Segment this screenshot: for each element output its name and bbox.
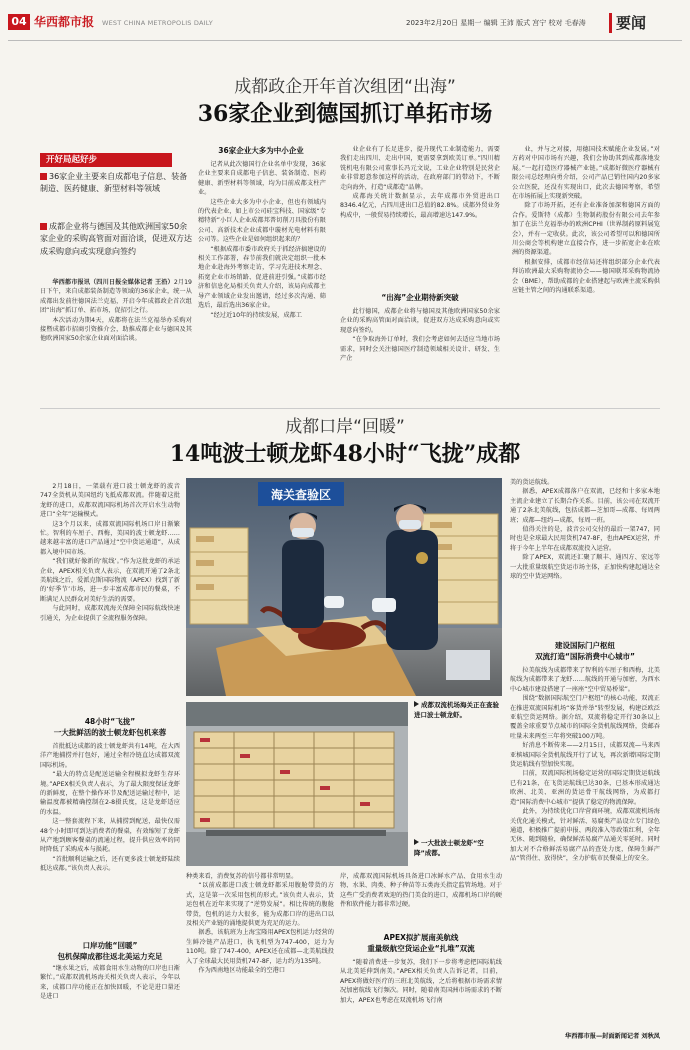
dateline: 2023年2月20日 星期一 编辑 王沛 版式 宫宁 校对 毛春涛	[406, 19, 586, 27]
caption-arrow-icon	[414, 701, 419, 707]
story2-column-c: 岸，成都双流国际机场具备进口冰鲜水产品、食用水生动物、水果、肉类、种子种苗等五类海关指定监管场地。对于这些广受消费者欢迎的热门美食的进口，成都机场口岸的硬件和软件能力都非常过硬。	[340, 873, 502, 909]
column-name: 要闻	[616, 14, 647, 32]
reporter-credit: 华西都市报—封面新闻记者 刘秋凤	[565, 1033, 660, 1040]
story1-column-3: 业企业有了长足进步，提升现代工业制造能力，需要我们走出四川、走出中国，更需要拿到欧美订单。”四川精铣机电有限公司董事长冯元文说，工业企业特别是民营企业非常愿意参加这样的活动，在政府部门的带动下，不断走向海外，打造“成都造”品牌。 成都海关统计数据显示，去年成都市外贸进出口8346.4亿元，占四川进出口总值的82.8%。成都外贸业务构成中，一般贸易持续增长，最高增速达147.9%。	[340, 146, 500, 219]
story2-kicker: 成都口岸“回暖”	[285, 417, 405, 437]
story1-column-2: 记者从此次德国行企业名单中发现，36家企业主要来自成都电子信息、装备制造、医药健康、新型材料等领域，均为目前成都支柱产业。 这些企业大多为中小企业，但也有领域内的代表企业，如上市公司硅宝科技、国家级“专精特新”小巨人企业成都邦普切削刀具股份有限公司、高新技术企业成都中璇材光电材料有限公司等。这些企业是如何组织起来的？ “根据成都市委市政府关于抓经济搞建设的相关工作部署，春节前我们就决定组织一批本地企业赴海外考察走访，学习先进技术理念、拓宽企业市场销路、促进前进引强。”成都市经济和信息化局相关负责人介绍，该局向成都主导产业领域企业发出邀请，经过多次沟通、筛选后，最后选出36家企业。 “经过近10年的持续发展，成都工	[198, 161, 326, 319]
story1-kicker: 成都政企开年首次组团“出海”	[234, 77, 456, 97]
story1-column-4: 业，并与之对接，用德国技术赋能企业发展。”对方药对中国市场有兴趣，我们会协助其到成都落地发展。”一起打造医疗器械产业链。”成都好微医疗器械有限公司总经理向勇介绍，公司产品已销往国内20多家公立医院，还没有实现出口，此次去德国考察，希望在市场拓展上实现新突破。 除了市场开拓，还有企业准备加深和德国方面的合作。爱斯特（成都）生物制药股份有限公司去年参加了在法兰克福举办的欧洲CPHI（世界制药原料展览会），并有一定收获。此次，该公司希望可以和德国所川公商会等机构建立直接合作，进一步拓宽企业在欧洲的资源渠道。 根据安排，成都市经信局还将组织部分企业代表拜访欧洲最大采购物流协会——德国联邦采购物流协会（BME），帮助成都的企业搭建起与欧洲主流采购供应链主管之间的沟通联系渠道。	[512, 146, 660, 295]
masthead-english: WEST CHINA METROPOLIS DAILY	[102, 19, 213, 27]
story1-headline: 36家企业到德国抓订单拓市场	[197, 101, 493, 127]
story2-column-c2: “随着消费进一步复苏，我们下一步将考虑把国际航线从北美延伸到南美。”APEX相关负责人告诉记者，目前，APEX将做好医疗的三班北美航线，之后将根据市场需求情况加密航线飞行频次。同时，随着南美国洲市场需求的不断加大，APEX也考虑在双流机场飞行南	[340, 959, 502, 1004]
story2-column-a: 2月18日，一架载有进口波士顿龙虾的波音747全货机从美国纽约飞抵成都双流。伴随着这批龙虾的进口，成都双流国际机场首次开启水生动物进口“全年”运输模式。 这3个月以来，成都双流国际机场口岸日渐繁忙。智利的车厘子、西梅，美国的波士顿龙虾……越来越丰富的进口产品通过“空中货运通道”，从成都入境中国市场。 “我们就好像新的‘航线’。”作为这批龙虾的承运企业，APEX相关负责人表示，在双流开通了2条北美航线之后，爱派克斯国际物流（APEX）找到了新的‘好季节’市场，进一步丰富成都市民的餐桌，不断满足人民群众对美好生活的需要。 与此同时，成都双流海关保障全国际航线快速引通关，为企业提供了全流程服务保障。	[40, 483, 180, 622]
header-rule	[8, 40, 682, 41]
story2-subhead-d: 建设国际门户枢纽 双流打造“国际消费中心城市”	[535, 641, 635, 661]
lobster-crates-photo	[186, 702, 408, 866]
column-marker	[609, 13, 612, 33]
story2-headline: 14吨波士顿龙虾48小时“飞拢”成都	[169, 441, 521, 467]
story2-column-d: 美的货运航线。 据悉，APEX成都落户在双流，已经和十多家本地主流企业建立了长期合作关系。目前，该公司在双流开通了2条北美航线，包括成都—芝加哥—成都、每周两班；成都—纽约—成都，每周一班。 值得关注的是，波音公司交付的最后一架747，同时也是全球最大民用货机747-8F，也由APEX运营，并将于今年上半年在成都双流投入运营。 除了APEX，双流还汇聚了顺丰、通四方、宏远等一大批重量级航空货运市场主体，正加快构建起通达全球的空中货运网络。	[510, 479, 660, 581]
photo-caption-2: 一大批波士顿龙虾“空降”成都。	[414, 839, 484, 857]
story1-subhead-2: “出海”企业期待新突破	[381, 293, 459, 302]
bullet-square-icon	[40, 173, 47, 180]
story2-subhead-a1: 48小时“飞拢” 一大批鲜活的波士顿龙虾包机来蓉	[53, 717, 167, 737]
byline: 华西都市报讯（四川日报全媒体记者 王沿）	[52, 279, 174, 286]
masthead: 华西都市报	[34, 15, 95, 29]
story1-column-3b: 此行德国，成都企业将与德国及其他欧洲国家50余家企业的采购高管面对面洽谈，促进双方达成采购意向或实现意向签约。 “在争取海外订单时，我们会考虑如何去适应当地市场需求，同时会关注德国医疗制造领域相关设计、研发、生产企	[340, 308, 500, 363]
story2-subhead-a2: 口岸功能“回暖” 包机保障成都往返北美运力充足	[57, 941, 163, 961]
story1-subhead-1: 36家企业大多为中小企业	[218, 146, 304, 155]
lobster-inspection-illustration	[186, 478, 502, 696]
page-number: 04	[8, 14, 30, 30]
story2-column-b: 种类来看，消费复苏的信号都非常明显。 “以前成都进口波士顿龙虾都采用腹舱带货的方式，这是第一次采用包机的形式。”该负责人表示，货运包机在近年来实现了“逆势发展”。相比传统的腹舱带货，包机的运力大很多，能为成都口岸的进出口以及相关产业链的涌地提供更为充足的运力。 据悉，该航班为上海宝隆用APEX包机运力经营的生鲜冷链产品进口，执飞机型为747-400，运力为110吨。除了747-400，APEX还在成都—北美航线投入了全球最大民用货机747-8F，运力约为135吨。 作为西南地区功能最全的空港口	[186, 873, 334, 975]
bullet-item-2: 成都企业将与德国及其他欧洲国家50余家企业的采购高管面对面洽谈，促进双方达成采购意向或实现意向签约	[40, 222, 192, 256]
caption-arrow-icon	[414, 839, 419, 845]
photo-caption-1: 成都双流机场海关正在查验进口波士顿龙虾。	[414, 701, 499, 719]
bullet-square-icon	[40, 223, 47, 230]
theme-box: 开好局起好步	[40, 153, 172, 167]
bullet-item-1: 36家企业主要来自成都电子信息、装备制造、医药健康、新型材料等领域	[40, 172, 188, 194]
story-divider	[40, 408, 660, 409]
story2-column-d2: 拉美航线为成都带来了智利的车厘子和西梅，北美航线为成都带来了龙虾……航线的开通与加密，为西水中心城市建设搭建了一座座“空中贸易桥梁”。 围绕“数据国际航空门户枢纽”的核心功能，双流正在推进双流国际机场“客货并举”转型发展，构建泛欧泛亚航空货运网络。据介绍，双流将稳定开行30条以上覆盖全球重要节点城市的国际全货机航线网络，货邮吞吐量未来两至三年将突破100万吨。 好消息不断传来——2月15日，成都双流—马来西亚槟城国际全货机航线开行了试飞，再次新增国际定期货运航线有望加快实现。 目前，双流国际机场稳定运营的国际定期货运航线已有21条，在飞货运航线已达30条，已基本形成通达欧洲、北美、亚洲的货运骨干航线网络，为成都打造“国际消费中心城市”提供了稳定的物流保障。 此外，为持续优化口岸营商环境，成都双流机场海关优化通关模式，针对鲜活、易腐类产品设立专门绿色通道，积极推广提前申报、两段准入等政策红利，全年无休、随到随验，确保鲜活易腐产品通关零延时。同时加大对不合格鲜活易腐产品的查处力度，保障生鲜产品“管得住、放得快”，全力护航市民餐桌上的安全。	[510, 667, 660, 863]
story1-column-1: 华西都市报讯（四川日报全媒体记者 王沿）2月19日下午，来自成都装备制造等领域的36家企业，统一从成都出发前往德国法兰克福，开启今年成都政企首次组团“出海”抓订单、拓市场，促招引之行。 本次活动为期4天，成都将在法兰克福举办采购对接暨成都市招商引资推介会，助推成都企业与德国及其他欧洲国家50余家企业面对面洽谈。	[40, 279, 192, 343]
story2-column-a2: 首批抵达成都的波士顿龙虾共有14吨，在大西洋产地捕捞并打包好，通过全程冷链直达成都双流国际机场。 “最大的特点是配送运输全程模拟龙虾生存环境。”APEX相关负责人表示，为了最大限度保证龙虾的新鲜度，在整个操作环节及配送运输过程中，运输温度都被精确控制在2-8摄氏度，这是龙虾适应的水温。 这一整套流程下来，从捕捞到配送，最快仅需48个小时即可到达消费者的餐桌，有效缩短了龙虾从产地到顾客餐桌的流通过程，提升供应效率的同时降低了采购成本与损耗。 “首批顺利运输之后，还有更多波士顿龙虾陆续抵达成都。”该负责人表示。	[40, 743, 180, 873]
customs-sign: 海关查验区	[270, 488, 332, 502]
page-header	[0, 0, 690, 44]
lobster-inspection-photo	[186, 478, 502, 696]
lobster-crates-illustration	[186, 702, 408, 866]
story2-subhead-c: APEX拟扩展南美航线 重量级航空货运企业“扎堆”双流	[367, 933, 475, 953]
story2-column-a3: “继水果之后，成都食用水生动物的口岸也日渐繁忙。”成都双流机场海关相关负责人表示，今年以来，成都口岸功能正在加快回暖，不论是进口量还是进口	[40, 965, 180, 1001]
